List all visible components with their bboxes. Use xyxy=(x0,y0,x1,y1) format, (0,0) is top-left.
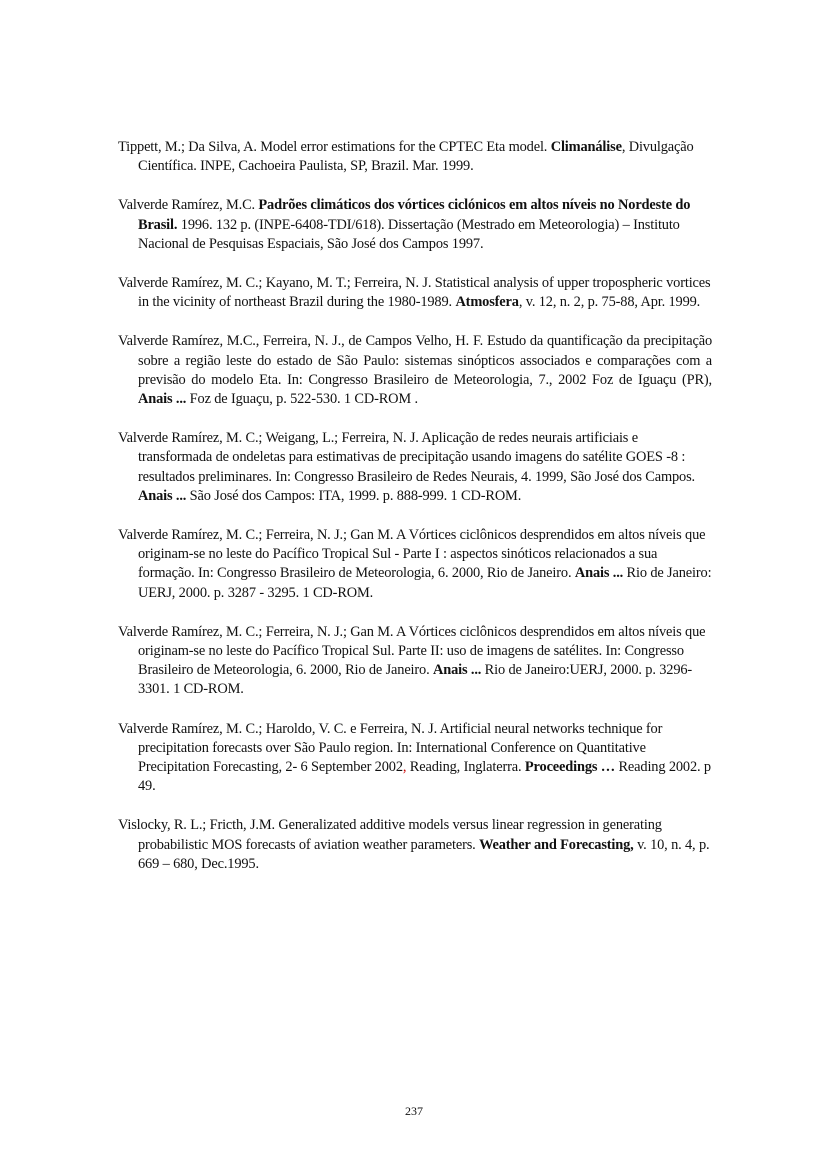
reference-text-segment: Valverde Ramírez, M.C. xyxy=(118,197,259,214)
reference-text-segment: Valverde Ramírez, M. C.; Kayano, M. T.; Ferreira, N. J. Statistical analysis of upper tropospheric vortices in the vicinity of northeast Brazil during the 1980-1989. xyxy=(118,275,711,311)
reference-list xyxy=(118,138,712,894)
reference-bold-segment: Padrões climáticos dos vórtices ciclónicos em altos níveis no Nordeste do Brasil. xyxy=(138,197,691,233)
reference-bold-segment: Climanálise xyxy=(550,139,622,155)
reference-entry xyxy=(118,816,712,874)
reference-text-segment: Reading 2002. p 49. xyxy=(138,759,711,795)
reference-text-segment: Valverde Ramírez, M. C.; Ferreira, N. J.; Gan M. A Vórtices ciclônicos desprendidos em altos níveis que originam-se no leste do Pacífico Tropical Sul. Parte II: uso de imagens de satélites. In: Congresso Brasileiro de Meteorologia, 6. 2000, Rio de Janeiro. xyxy=(118,623,706,679)
reference-text-segment: Valverde Ramírez, M. C.; Ferreira, N. J.; Gan M. A Vórtices ciclônicos desprendidos em altos níveis que originam-se no leste do Pacífico Tropical Sul - Parte I : aspectos sinóticos relacionados a sua formação. In: Congresso Brasileiro de Meteorologia, 6. 2000, Rio de Janeiro. xyxy=(118,527,706,582)
reference-bold-segment: Atmosfera xyxy=(455,294,519,311)
reference-text-segment: Valverde Ramírez, M. C.; Haroldo, V. C. e Ferreira, N. J. Artificial neural networks technique for precipitation forecasts over São Paulo region. In: International Conference on Quantitative Precipitation Forecasting, 2- 6 September 2002 xyxy=(118,720,663,776)
reference-entry xyxy=(118,720,712,797)
reference-text-segment: Foz de Iguaçu, p. 522-530. 1 CD-ROM . xyxy=(186,391,418,408)
reference-text-segment: , xyxy=(402,759,407,776)
reference-text-segment: , Divulgação Científica. INPE, Cachoeira Paulista, SP, Brazil. Mar. 1999. xyxy=(138,139,694,175)
reference-entry xyxy=(118,526,712,603)
reference-bold-segment: Weather and Forecasting, xyxy=(479,836,634,853)
reference-bold-segment: Anais ... xyxy=(138,487,187,504)
reference-text-segment: São José dos Campos: ITA, 1999. p. 888-999. 1 CD-ROM. xyxy=(186,487,522,504)
reference-bold-segment: Anais ... xyxy=(574,565,624,582)
reference-bold-segment: Anais ... xyxy=(138,391,187,408)
reference-text-segment: Rio de Janeiro:UERJ, 2000. p. 3296-3301. 1 CD-ROM. xyxy=(138,662,693,698)
reference-entry xyxy=(118,623,712,700)
reference-entry xyxy=(118,138,712,176)
reference-bold-segment: Proceedings … xyxy=(524,759,616,776)
reference-bold-segment: Anais ... xyxy=(432,662,482,679)
reference-text-segment: Vislocky, R. L.; Fricth, J.M. Generalizated additive models versus linear regression in generating probabilistic MOS forecasts of aviation weather parameters. xyxy=(118,817,662,853)
reference-entry xyxy=(118,274,712,312)
reference-text-segment: v. 10, n. 4, p. 669 – 680, Dec.1995. xyxy=(138,836,710,872)
reference-text-segment: Tippett, M.; Da Silva, A. Model error estimations for the CPTEC Eta model. xyxy=(118,139,551,155)
reference-text-segment: 1996. 132 p. (INPE-6408-TDI/618). Dissertação (Mestrado em Meteorologia) – Instituto Nacional de Pesquisas Espaciais, São José dos Campos 1997. xyxy=(138,216,680,252)
reference-text-segment: Valverde Ramírez, M.C., Ferreira, N. J., de Campos Velho, H. F. Estudo da quantificação da precipitação sobre a região leste do estado de São Paulo: sistemas sinópticos associados e comparações com a previsão do modelo Eta. In: Congresso Brasileiro de Meteorologia, 7., 2002 Foz de Iguaçu (PR), xyxy=(118,333,712,388)
reference-text-segment: Rio de Janeiro: UERJ, 2000. p. 3287 - 3295. 1 CD-ROM. xyxy=(138,565,712,601)
reference-text-segment: Reading, Inglaterra. xyxy=(406,759,525,776)
reference-entry xyxy=(118,196,712,254)
reference-text-segment: Valverde Ramírez, M. C.; Weigang, L.; Ferreira, N. J. Aplicação de redes neurais artificiais e transformada de ondeletas para estimativas de precipitação usando imagens do satélite GOES -8 : resultados preliminares. In: Congresso Brasileiro de Redes Neurais, 4. 1999, São José dos Campos. xyxy=(118,430,695,485)
reference-entry xyxy=(118,332,712,409)
page-number: 237 xyxy=(405,1104,423,1118)
reference-text-segment: , v. 12, n. 2, p. 75-88, Apr. 1999. xyxy=(518,294,701,311)
reference-entry xyxy=(118,429,712,506)
